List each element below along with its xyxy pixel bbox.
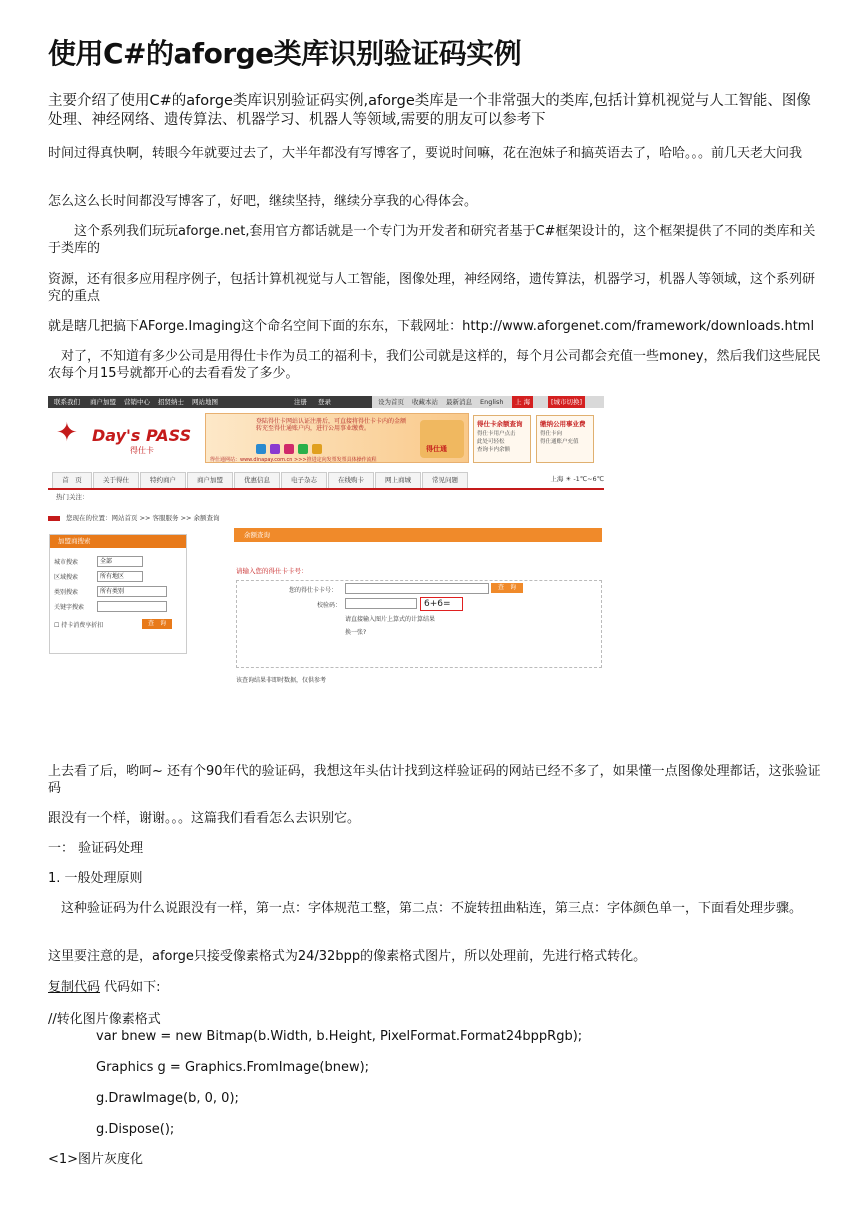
logo-text: Day's PASS <box>92 426 192 445</box>
merchant-search-button[interactable]: 查 询 <box>142 619 172 629</box>
paragraph-1: 时间过得真快啊，转眼今年就要过去了，大半年都没有写博客了，要说时间嘛，花在泡妹子和搞英语去了，哈哈。。。前几天老大问我 <box>48 146 803 161</box>
card-label: 您的得仕卡卡号： <box>289 587 338 594</box>
paragraph-6: 对了，不知道有多少公司是用得仕卡作为员工的福利卡，我们公司就是这样的，每个月公司都会充值一些money，然后我们这些屁民农每个月15号就都开心的去看看发了多少。 <box>48 349 821 381</box>
code-line: g.Dispose(); <box>96 1122 175 1137</box>
service-icon <box>298 444 308 454</box>
logo-sub: 得仕卡 <box>130 446 154 455</box>
discount-checkbox[interactable]: ☐ 持卡消费享折扣 <box>54 622 104 629</box>
paragraph-5: 就是瞎几把搞下AForge.Imaging这个命名空间下面的东东，下载网址：http://www.aforgenet.com/framework/downloads.html <box>48 319 815 334</box>
field-label: 类别搜索 <box>54 589 79 596</box>
code-input[interactable] <box>345 598 417 609</box>
service-icon <box>270 444 280 454</box>
banner-brand: 得仕通 <box>426 445 447 453</box>
box-title: 得仕卡余额查询 <box>477 420 523 428</box>
embedded-screenshot <box>48 396 604 750</box>
area-select[interactable]: 所有地区 <box>97 571 143 582</box>
field-label: 区域搜索 <box>54 574 79 581</box>
paragraph-8: 跟没有一个样，谢谢。。。这篇我们看看怎么去识别它。 <box>48 811 361 826</box>
copy-code-suffix: 代码如下: <box>100 980 161 995</box>
subsection-heading: 1. 一般处理原则 <box>48 871 143 886</box>
code-line: var bnew = new Bitmap(b.Width, b.Height, PixelFormat.Format24bppRgb); <box>96 1029 583 1044</box>
nav-tab[interactable]: 商户加盟 <box>187 472 233 488</box>
query-note: 该查询结果非即时数据，仅供参考 <box>236 677 327 684</box>
paragraph-4: 资源，还有很多应用程序例子，包括计算机视觉与人工智能，图像处理，神经网络，遗传算法，机器学习，机器人等领域，这个系列研究的重点 <box>48 272 816 304</box>
city-switch: [城市切换] <box>548 396 585 408</box>
topbar-link: 最新消息 <box>446 398 472 406</box>
topbar-link: 网站地图 <box>192 398 218 406</box>
nav-tab[interactable]: 常见问题 <box>422 472 468 488</box>
code-line: Graphics g = Graphics.FromImage(bnew); <box>96 1060 370 1075</box>
topbar-link: 商户加盟 <box>90 398 116 406</box>
topbar-link: 联系我们 <box>54 398 80 406</box>
site-breadcrumb <box>48 513 220 522</box>
card-prompt: 请输入您的得仕卡卡号： <box>236 567 308 575</box>
site-topbar <box>48 396 604 408</box>
section-heading: 一： 验证码处理 <box>48 841 144 856</box>
flag-icon <box>48 516 60 521</box>
topbar-link: 设为首页 <box>378 398 404 406</box>
utility-pay-box[interactable] <box>536 415 594 463</box>
service-icon <box>312 444 322 454</box>
topbar-link: 收藏本站 <box>412 398 438 406</box>
copy-code-line <box>48 979 823 996</box>
service-icon <box>256 444 266 454</box>
weather-readout: 上海 ☀ -1℃~6℃ <box>550 475 604 483</box>
banner-line2: 得仕通网站：www.dinapay.com.cn >>>推进定向发票发票具体操作流程 <box>210 457 377 463</box>
nav-tab[interactable]: 特约商户 <box>140 472 186 488</box>
paragraph-7: 上去看了后，哟呵~ 还有个90年代的验证码，我想这年头估计找到这样验证码的网站已经不多了，如果懂一点图像处理都话，这张验证码 <box>48 764 821 796</box>
query-button[interactable]: 查 询 <box>491 583 523 593</box>
site-logo <box>52 412 202 462</box>
topbar-link: 招贤纳士 <box>158 398 184 406</box>
service-icon <box>284 444 294 454</box>
query-form <box>236 580 602 668</box>
article-title: 使用C#的aforge类库识别验证码实例 <box>48 37 522 70</box>
captcha-image: 6+6= <box>420 597 463 611</box>
code-label: 校验码： <box>317 602 342 609</box>
refresh-captcha-link[interactable]: 换一张? <box>345 629 367 636</box>
nav-tab[interactable]: 关于得仕 <box>93 472 139 488</box>
category-select[interactable]: 所有类别 <box>97 586 167 597</box>
topbar-right <box>372 396 604 408</box>
panel-header: 加盟商搜索 <box>50 535 186 548</box>
city-select[interactable]: 全部 <box>97 556 143 567</box>
card-number-input[interactable] <box>345 583 489 594</box>
dancer-icon: ✦ <box>56 418 78 448</box>
hot-topics: 热门关注： <box>56 493 89 501</box>
captcha-hint: 请直接输入图片上算式的计算结果 <box>345 616 436 623</box>
box-body: 得仕卡用户点击 此处可轻松 查询卡内余额 <box>477 431 516 453</box>
nav-tab[interactable]: 网上商城 <box>375 472 421 488</box>
panel-header: 余额查询 <box>234 528 602 542</box>
paragraph-2: 怎么这么长时间都没写博客了，好吧，继续坚持，继续分享我的心得体会。 <box>48 194 478 209</box>
merchant-search-panel <box>49 534 187 654</box>
city-label: 上 海 <box>512 396 533 408</box>
box-body: 得仕卡向 得仕通账户充值 <box>540 431 579 445</box>
code-line: g.DrawImage(b, 0, 0); <box>96 1091 239 1106</box>
topbar-link: English <box>480 398 504 406</box>
field-label: 关键字搜索 <box>54 604 85 611</box>
box-title: 缴纳公用事业费 <box>540 420 586 428</box>
site-banner <box>205 413 469 463</box>
balance-query-box[interactable] <box>473 415 531 463</box>
keyword-input[interactable] <box>97 601 167 612</box>
nav-tab[interactable]: 优惠信息 <box>234 472 280 488</box>
balance-query-panel <box>234 528 602 684</box>
breadcrumb-text: 您现在的位置：网站首页 >> 客服服务 >> 余额查询 <box>66 514 220 522</box>
code-comment: //转化图片像素格式 <box>48 1012 161 1027</box>
copy-code-link[interactable]: 复制代码 <box>48 980 101 995</box>
checkbox-label: 持卡消费享折扣 <box>61 622 104 629</box>
nav-tab[interactable]: 首 页 <box>52 472 92 488</box>
hand-phone-graphic <box>420 420 464 458</box>
nav-tab[interactable]: 在线购卡 <box>328 472 374 488</box>
paragraph-9: 这种验证码为什么说跟没有一样，第一点：字体规范工整，第二点：不旋转扭曲粘连，第三点：字体颜色单一，下面看处理步骤。 <box>48 901 803 916</box>
topbar-link: 登录 <box>318 398 331 406</box>
nav-tab[interactable]: 电子杂志 <box>281 472 327 488</box>
paragraph-3: 这个系列我们玩玩aforge.net,套用官方都话就是一个专门为开发者和研究者基于C#框架设计的，这个框架提供了不同的类库和关于类库的 <box>48 224 816 256</box>
banner-line1: 登陆得仕卡网站认证注册后，可直接将得仕卡卡内的金额转充至得仕通账户内，进行公用事业缴费。 <box>256 418 407 432</box>
field-label: 城市搜索 <box>54 559 79 566</box>
article-summary: 主要介绍了使用C#的aforge类库识别验证码实例,aforge类库是一个非常强大的类库,包括计算机视觉与人工智能、图像处理、神经网络、遗传算法、机器学习、机器人等领域,需要的朋友可以参考下 <box>48 93 811 128</box>
step-heading: <1>图片灰度化 <box>48 1152 144 1167</box>
topbar-link: 营销中心 <box>124 398 150 406</box>
site-nav <box>48 470 604 490</box>
paragraph-10: 这里要注意的是，aforge只接受像素格式为24/32bpp的像素格式图片，所以处理前，先进行格式转化。 <box>48 949 647 964</box>
topbar-link: 注册 <box>294 398 307 406</box>
